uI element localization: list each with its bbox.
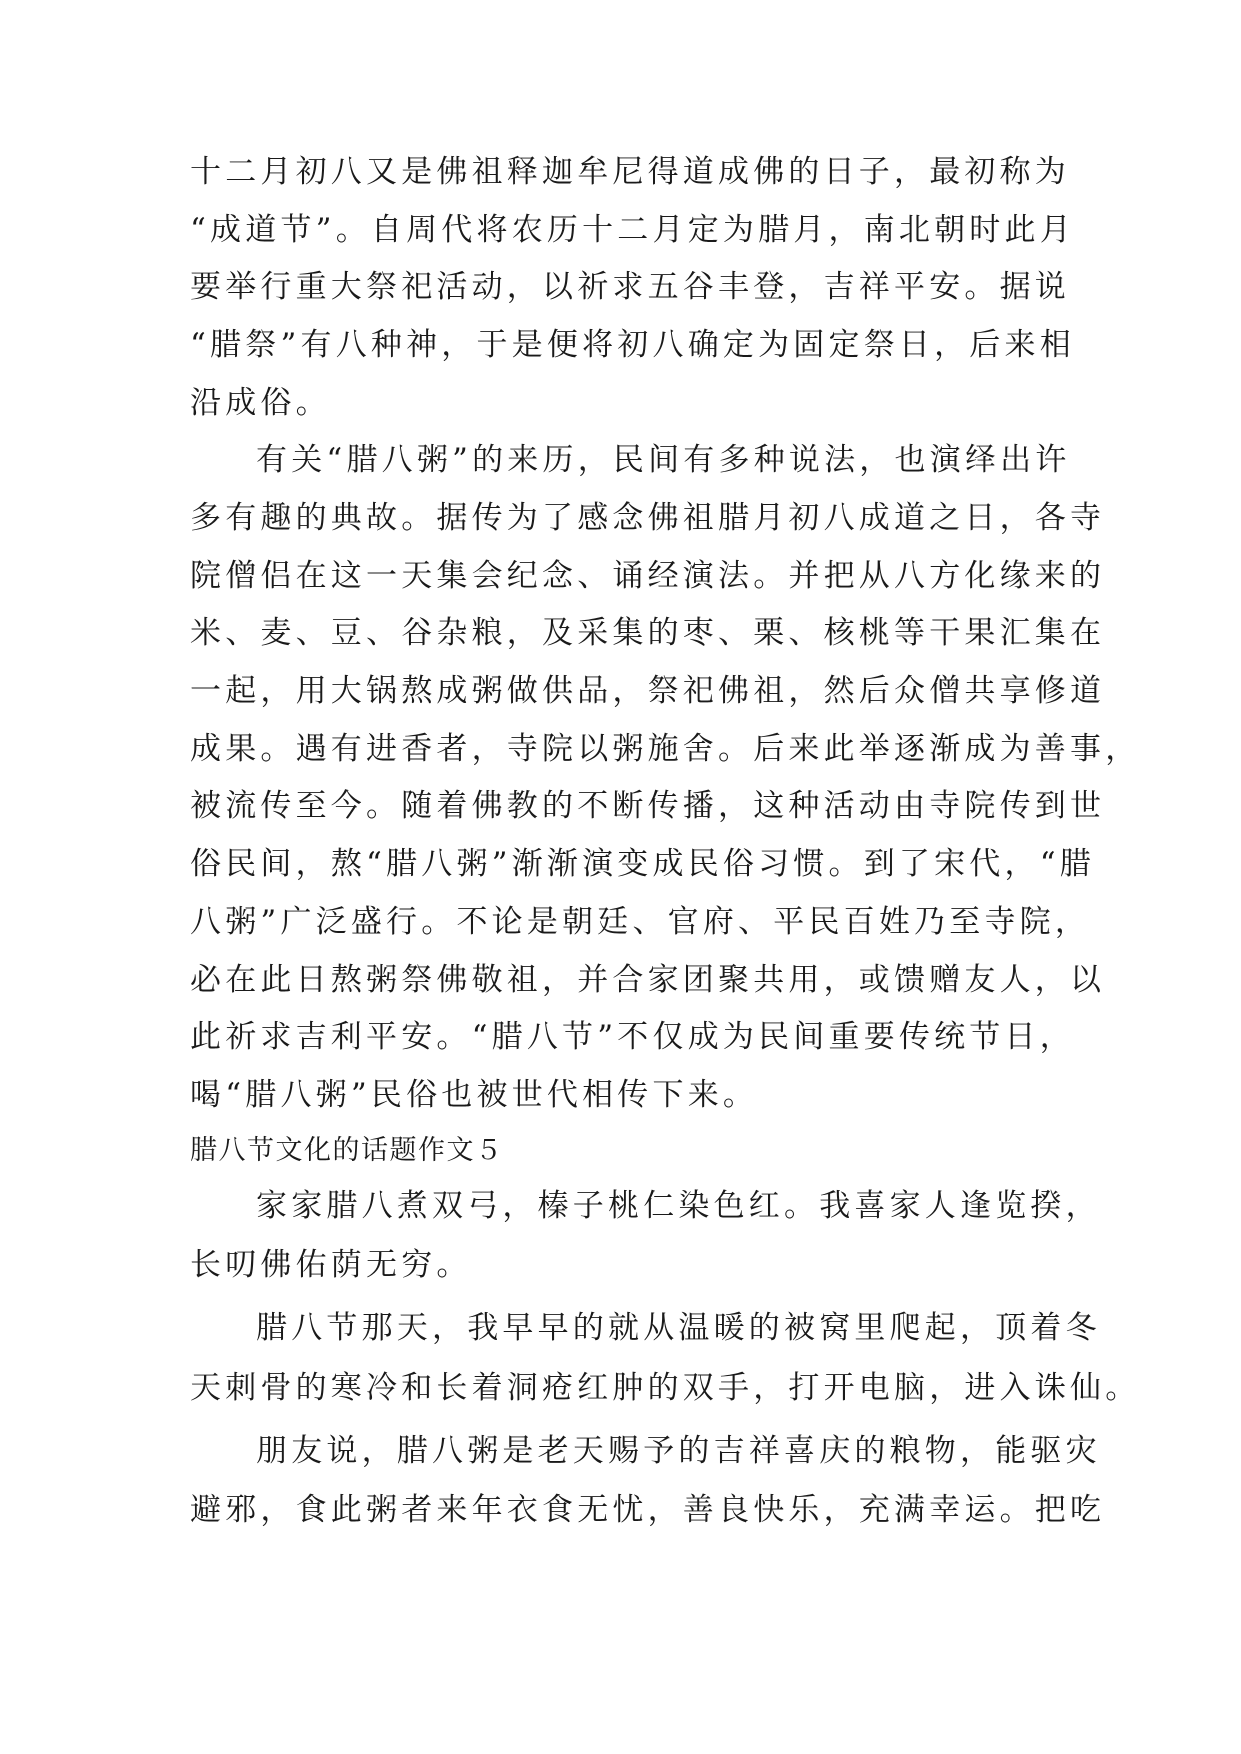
- paragraph-2-line-1: 有关“腊八粥”的来历，民间有多种说法，也演绎出许: [256, 442, 1071, 478]
- paragraph-4-line-1: 腊八节那天，我早早的就从温暖的被窝里爬起，顶着冬: [256, 1310, 1101, 1346]
- paragraph-2-line-7: 被流传至今。随着佛教的不断传播，这种活动由寺院传到世: [190, 788, 1106, 824]
- paragraph-2-line-5: 一起，用大锅熬成粥做供品，祭祀佛祖，然后众僧共享修道: [190, 673, 1106, 709]
- paragraph-2-line-8: 俗民间，熬“腊八粥”渐渐演变成民俗习惯。到了宋代，“腊: [190, 846, 1095, 882]
- paragraph-3-line-2: 长叨佛佑荫无穷。: [190, 1247, 472, 1283]
- paragraph-1-line-4: “腊祭”有八种神，于是便将初八确定为固定祭日，后来相: [190, 327, 1075, 363]
- paragraph-2-line-2: 多有趣的典故。据传为了感念佛祖腊月初八成道之日，各寺: [190, 500, 1106, 536]
- paragraph-5-line-2: 避邪，食此粥者来年衣食无忧，善良快乐，充满幸运。把吃: [190, 1492, 1106, 1528]
- paragraph-4-line-2: 天刺骨的寒冷和长着洞疮红肿的双手，打开电脑，进入诛仙。: [190, 1370, 1141, 1406]
- paragraph-2-line-4: 米、麦、豆、谷杂粮，及采集的枣、栗、核桃等干果汇集在: [190, 615, 1106, 651]
- paragraph-2-line-10: 必在此日熬粥祭佛敬祖，并合家团聚共用，或馈赠友人，以: [190, 962, 1106, 998]
- paragraph-1-line-2: “成道节”。自周代将农历十二月定为腊月，南北朝时此月: [190, 212, 1075, 248]
- paragraph-2-line-9: 八粥”广泛盛行。不论是朝廷、官府、平民百姓乃至寺院，: [190, 904, 1091, 940]
- paragraph-2-line-12: 喝“腊八粥”民俗也被世代相传下来。: [190, 1077, 759, 1113]
- paragraph-2-line-6: 成果。遇有进香者，寺院以粥施舍。后来此举逐渐成为善事，: [190, 731, 1141, 767]
- paragraph-3-line-1: 家家腊八煮双弓，榛子桃仁染色红。我喜家人逢览揆，: [256, 1188, 1101, 1224]
- paragraph-2-line-3: 院僧侣在这一天集会纪念、诵经演法。并把从八方化缘来的: [190, 558, 1106, 594]
- paragraph-2-line-11: 此祈求吉利平安。“腊八节”不仅成为民间重要传统节日，: [190, 1019, 1075, 1055]
- paragraph-1-line-1: 十二月初八又是佛祖释迦牟尼得道成佛的日子，最初称为: [190, 154, 1070, 190]
- section-title: 腊八节文化的话题作文５: [190, 1135, 504, 1166]
- paragraph-1-line-5: 沿成俗。: [190, 385, 331, 421]
- paragraph-5-line-1: 朋友说，腊八粥是老天赐予的吉祥喜庆的粮物，能驱灾: [256, 1433, 1101, 1469]
- paragraph-1-line-3: 要举行重大祭祀活动，以祈求五谷丰登，吉祥平安。据说: [190, 269, 1070, 305]
